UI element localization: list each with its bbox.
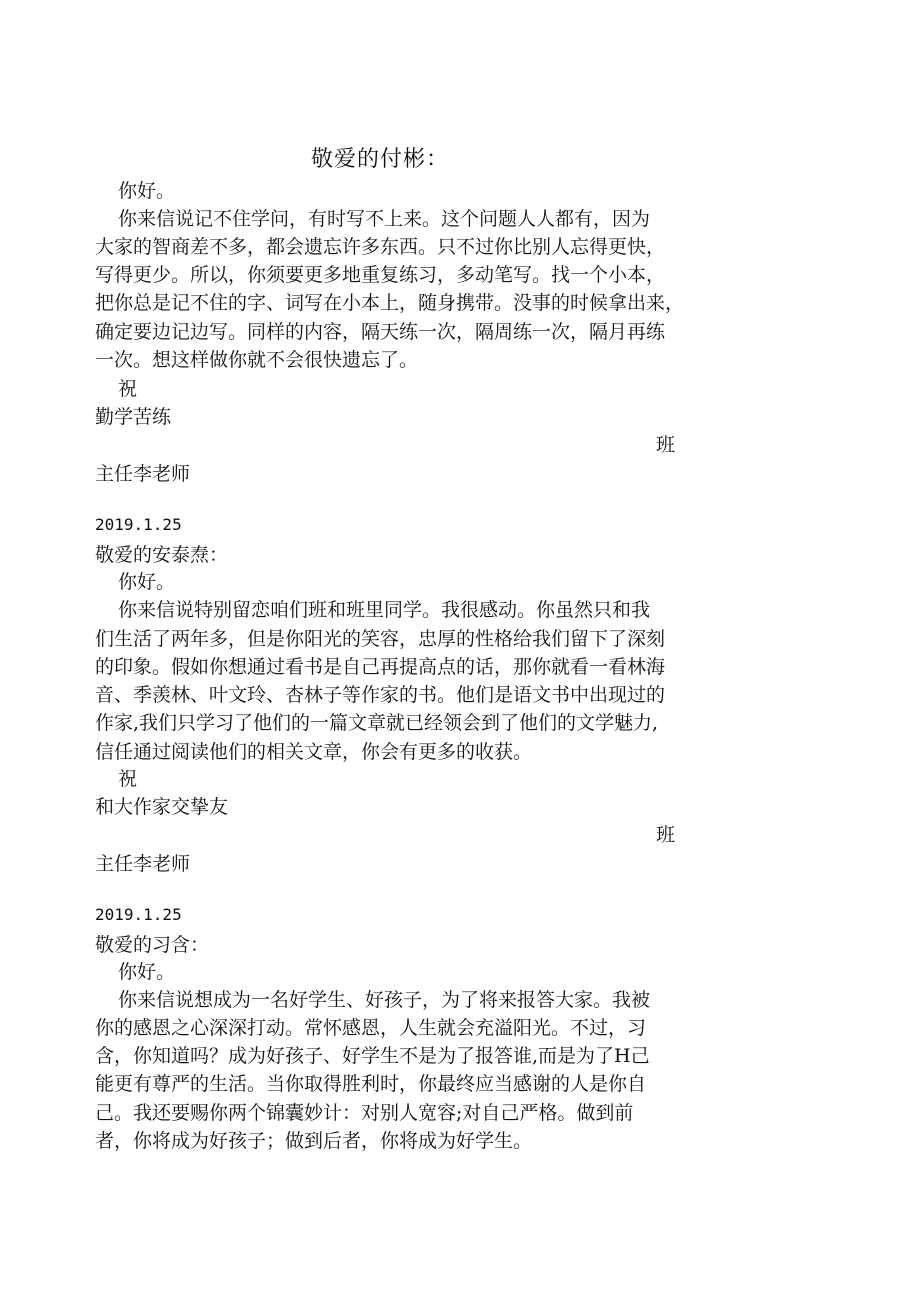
letter-2-body-line: 音、季羡林、叶文玲、杏林子等作家的书。他们是语文书中出现过的 (95, 684, 666, 706)
letter-3-body-line: 含，你知道吗？成为好孩子、好学生不是为了报答谁,而是为了H己 (95, 1045, 650, 1067)
letter-1-greeting: 你好。 (118, 180, 176, 202)
letter-2-body-line: 作家,我们只学习了他们的一篇文章就已经领会到了他们的文学魅力, (95, 712, 659, 734)
letter-1-date: 2019.1.25 (95, 515, 182, 534)
letter-2-closing: 祝 (118, 768, 138, 790)
letter-2-date: 2019.1.25 (95, 905, 182, 924)
letter-1-body-line: 把你总是记不住的字、词写在小本上，随身携带。没事的时候拿出来， (95, 292, 685, 314)
letter-1-body-line: 大家的智商差不多，都会遗忘许多东西。只不过你比别人忘得更快， (95, 236, 666, 258)
letter-1-wish: 勤学苦练 (95, 406, 172, 428)
letter-1-body-line: 一次。想这样做你就不会很快遗忘了。 (95, 349, 419, 371)
letter-3-greeting: 你好。 (118, 961, 176, 983)
letter-1-salutation: 敬爱的付彬： (311, 147, 450, 172)
letter-1-signature-part1: 班 (656, 434, 676, 456)
letter-3-body-line: 能更有尊严的生活。当你取得胜利时，你最终应当感谢的人是你自 (95, 1073, 647, 1095)
letter-3-salutation: 敬爱的习含： (95, 934, 210, 956)
letter-1-body-line: 你来信说记不住学问，有时写不上来。这个问题人人都有，因为 (118, 208, 651, 230)
letter-2-body-line: 信任通过阅读他们的相关文章，你会有更多的收获。 (95, 741, 533, 763)
letter-2-body-line: 的印象。假如你想通过看书是自己再提高点的话，那你就看一看林海 (95, 656, 666, 678)
letter-3-body-line: 己。我还要赐你两个锦囊妙计：对别人宽容;对自己严格。做到前 (95, 1102, 634, 1124)
letter-2-greeting: 你好。 (118, 571, 176, 593)
letter-1-body-line: 写得更少。所以，你须要更多地重复练习，多动笔写。找一个小本， (95, 264, 666, 286)
letter-1-signature-part2: 主任李老师 (95, 463, 191, 485)
letter-1-closing: 祝 (118, 378, 138, 400)
letter-2-signature-part2: 主任李老师 (95, 853, 191, 875)
letter-2-signature-part1: 班 (656, 824, 676, 846)
letter-3-body-line: 你的感恩之心深深打动。常怀感恩，人生就会充溢阳光。不过，习 (95, 1017, 647, 1039)
letter-2-body-line: 们生活了两年多，但是你阳光的笑容，忠厚的性格给我们留下了深刻 (95, 628, 666, 650)
letter-1-body-line: 确定要边记边写。同样的内容，隔天练一次，隔周练一次，隔月再练 (95, 321, 666, 343)
letter-3-body-line: 你来信说想成为一名好学生、好孩子，为了将来报答大家。我被 (118, 989, 651, 1011)
letter-2-salutation: 敬爱的安泰焘： (95, 544, 229, 566)
letter-3-body-line: 者，你将成为好孩子；做到后者，你将成为好学生。 (95, 1130, 533, 1152)
letter-2-body-line: 你来信说特别留恋咱们班和班里同学。我很感动。你虽然只和我 (118, 599, 651, 621)
letter-2-wish: 和大作家交挚友 (95, 796, 229, 818)
